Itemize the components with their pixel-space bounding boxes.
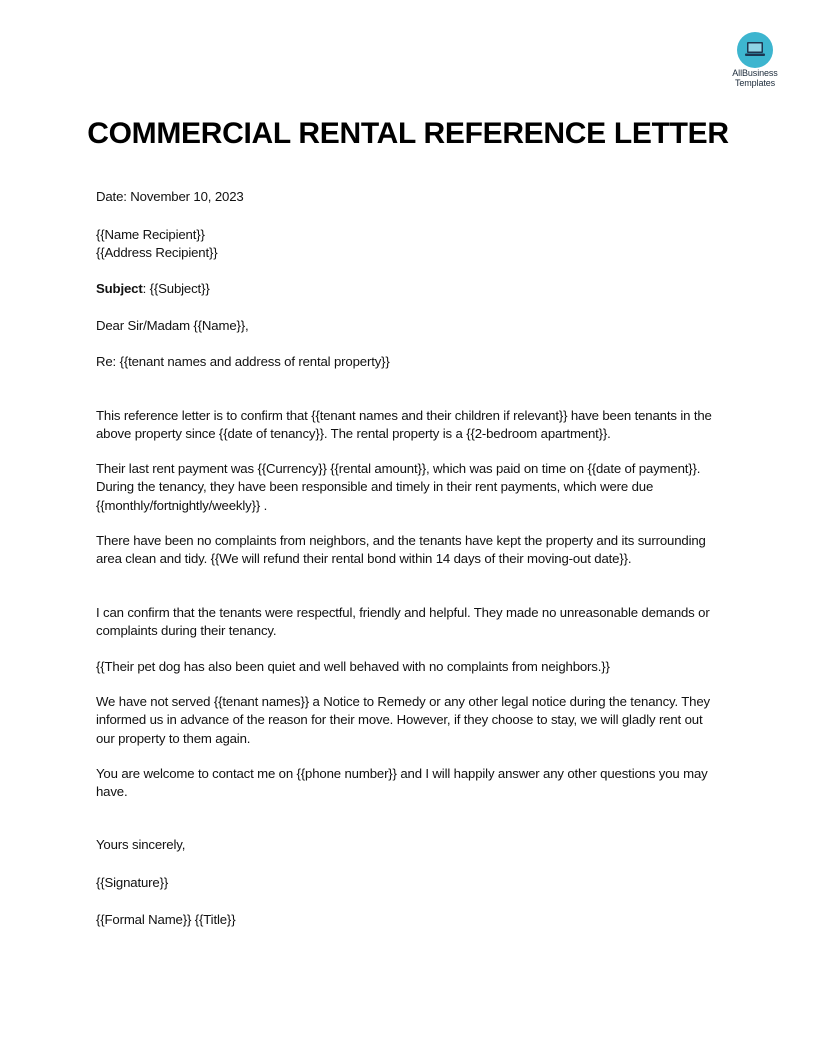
closing: Yours sincerely, xyxy=(96,837,186,852)
logo-text-line1: AllBusiness xyxy=(732,68,778,78)
re-line: Re: {{tenant names and address of rental property}} xyxy=(96,354,390,369)
paragraph: I can confirm that the tenants were respectful, friendly and helpful. They made no unreasonable demands or complaints during their tenancy. xyxy=(96,605,710,639)
subject-label: Subject xyxy=(96,281,143,296)
paragraph: This reference letter is to confirm that {{tenant names and their children if relevant}} have been tenants in the above property since {{date of tenancy}}. The rental property is a {{2-bedroom apartment}}. xyxy=(96,408,712,442)
paragraph: Their last rent payment was {{Currency}} {{rental amount}}, which was paid on time on {{date of payment}}. During the tenancy, they have been responsible and timely in their rent payments, which were due {{monthly/fortnightly/weekly}} . xyxy=(96,461,701,513)
signature-placeholder: {{Signature}} xyxy=(96,875,169,890)
allbusiness-templates-logo xyxy=(722,32,788,88)
formal-name-title: {{Formal Name}} {{Title}} xyxy=(96,912,236,927)
logo-text-line2: Templates xyxy=(734,78,776,88)
page-title: COMMERCIAL RENTAL REFERENCE LETTER xyxy=(87,117,729,150)
paragraph: {{Their pet dog has also been quiet and well behaved with no complaints from neighbors.}} xyxy=(96,659,610,674)
salutation: Dear Sir/Madam {{Name}}, xyxy=(96,318,249,333)
laptop-icon xyxy=(737,32,773,68)
recipient-name: {{Name Recipient}} xyxy=(96,227,205,242)
paragraph: You are welcome to contact me on {{phone number}} and I will happily answer any other questions you may have. xyxy=(96,766,708,800)
paragraph: There have been no complaints from neighbors, and the tenants have kept the property and its surrounding area clean and tidy. {{We will refund their rental bond within 14 days of their moving-out date}}. xyxy=(96,533,706,567)
letter-date: Date: November 10, 2023 xyxy=(96,189,244,204)
subject-value: : {{Subject}} xyxy=(142,281,210,296)
subject-line xyxy=(96,280,210,298)
recipient-address: {{Address Recipient}} xyxy=(96,245,218,260)
paragraph: We have not served {{tenant names}} a Notice to Remedy or any other legal notice during the tenancy. They informed us in advance of the reason for their move. However, if they choose to stay, we will gladly rent out our property to them again. xyxy=(96,694,710,746)
